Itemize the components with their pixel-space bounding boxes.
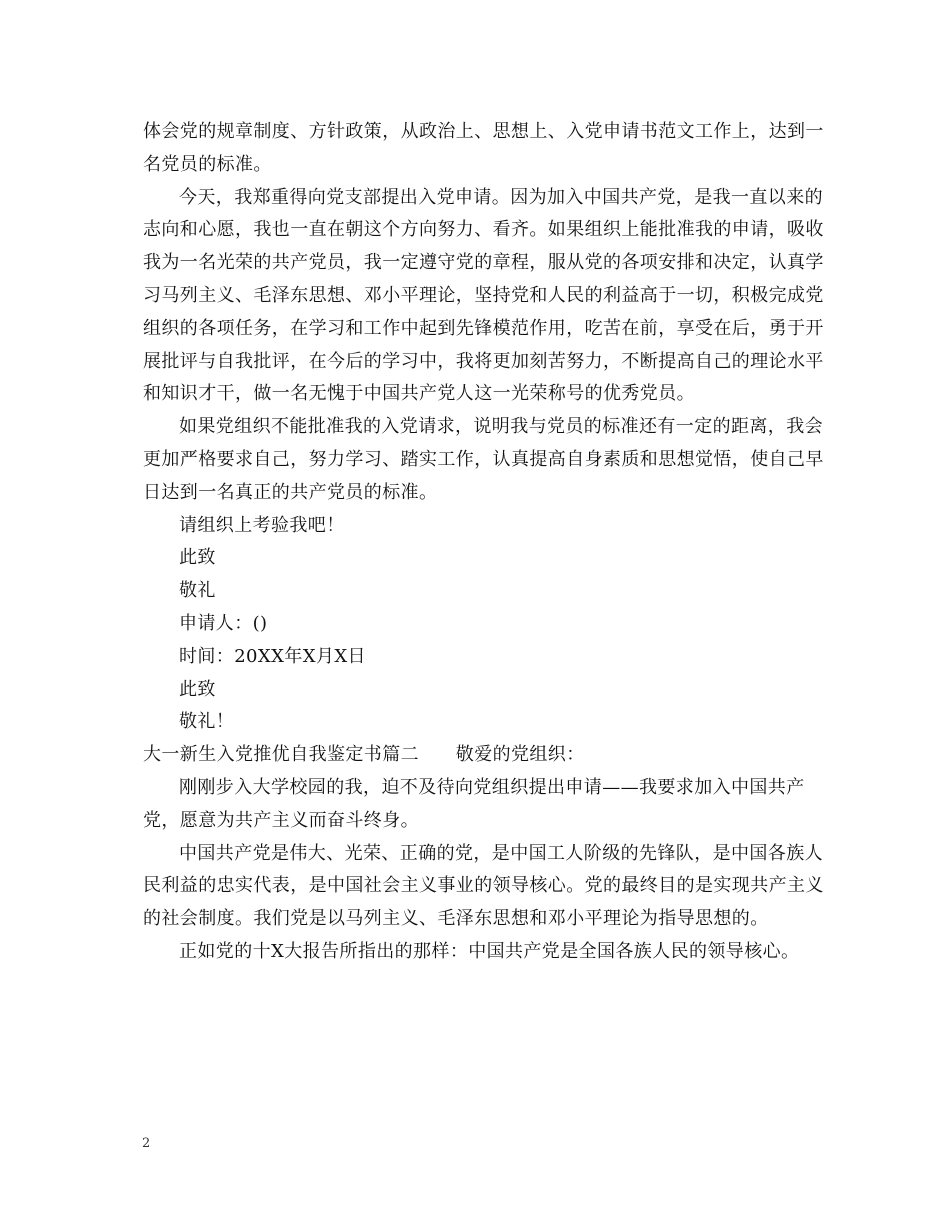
closing-jingli-2: 敬礼！ — [179, 711, 235, 733]
page-number: 2 — [142, 1136, 151, 1151]
closing-cizhi-2: 此致 — [179, 678, 216, 700]
paragraph-continued: 体会党的规章制度、方针政策，从政治上、思想上、入党申请书范文工作上，达到一名党员的标准。 — [143, 121, 824, 175]
paragraph-freshman: 刚刚步入大学校园的我，迫不及待向党组织提出申请——我要求加入中国共产党，愿意为共产主义而奋斗终身。 — [143, 776, 805, 831]
paragraph-if-not-approved: 如果党组织不能批准我的入党请求，说明我与党员的标准还有一定的距离，我会更加严格要求自己，努力学习、踏实工作，认真提高自身素质和思想觉悟，使自己早日达到一名真正的共产党员的标准。 — [143, 416, 824, 503]
paragraph-report-quote: 正如党的十X大报告所指出的那样：中国共产党是全国各族人民的领导核心。 — [179, 940, 800, 962]
paragraph-party-description: 中国共产党是伟大、光荣、正确的党，是中国工人阶级的先锋队，是中国各族人民利益的忠实代表，是中国社会主义事业的领导核心。党的最终目的是实现共产主义的社会制度。我们党是以马列主义、毛泽东思想和邓小平理论为指导思想的。 — [143, 842, 824, 930]
date-line: 时间：20XX年X月X日 — [179, 645, 366, 667]
applicant-line: 申请人：() — [179, 612, 268, 634]
paragraph-please-test: 请组织上考验我吧！ — [179, 514, 345, 536]
section-heading: 大一新生入党推优自我鉴定书篇二 敬爱的党组织： — [143, 744, 585, 766]
document-body — [143, 116, 833, 969]
closing-cizhi: 此致 — [179, 547, 216, 569]
closing-jingli: 敬礼 — [179, 580, 216, 602]
paragraph-application: 今天，我郑重得向党支部提出入党申请。因为加入中国共产党，是我一直以来的志向和心愿，我也一直在朝这个方向努力、看齐。如果组织上能批准我的申请，吸收我为一名光荣的共产党员，我一定遵守党的章程，服从党的各项安排和决定，认真学习马列主义、毛泽东思想、邓小平理论，坚持党和人民的利益高于一切，积极完成党组织的各项任务，在学习和工作中起到先锋模范作用，吃苦在前，享受在后，勇于开展批评与自我批评，在今后的学习中，我将更加刻苦努力，不断提高自己的理论水平和知识才干，做一名无愧于中国共产党人这一光荣称号的优秀党员。 — [143, 186, 824, 405]
